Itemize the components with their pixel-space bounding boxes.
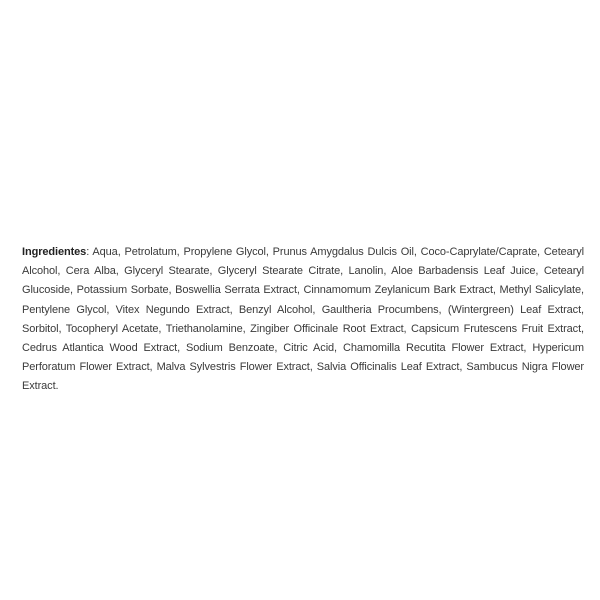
ingredients-paragraph xyxy=(22,243,584,397)
ingredients-separator: : xyxy=(86,246,93,258)
ingredients-text: Aqua, Petrolatum, Propylene Glycol, Prunus Amygdalus Dulcis Oil, Coco-Caprylate/Caprate, Cetearyl Alcohol, Cera Alba, Glyceryl Stearate, Glyceryl Stearate Citrate, Lanolin, Aloe Barbadensis Leaf Juice, Cetearyl Glucoside, Potassium Sorbate, Boswellia Serrata Extract, Cinnamomum Zeylanicum Bark Extract, Methyl Salicylate, Pentylene Glycol, Vitex Negundo Extract, Benzyl Alcohol, Gaultheria Procumbens, (Wintergreen) Leaf Extract, Sorbitol, Tocopheryl Acetate, Triethanolamine, Zingiber Officinale Root Extract, Capsicum Frutescens Fruit Extract, Cedrus Atlantica Wood Extract, Sodium Benzoate, Citric Acid, Chamomilla Recutita Flower Extract, Hypericum Perforatum Flower Extract, Malva Sylvestris Flower Extract, Salvia Officinalis Leaf Extract, Sambucus Nigra Flower Extract. xyxy=(22,246,584,393)
ingredients-label: Ingredientes xyxy=(22,246,87,258)
